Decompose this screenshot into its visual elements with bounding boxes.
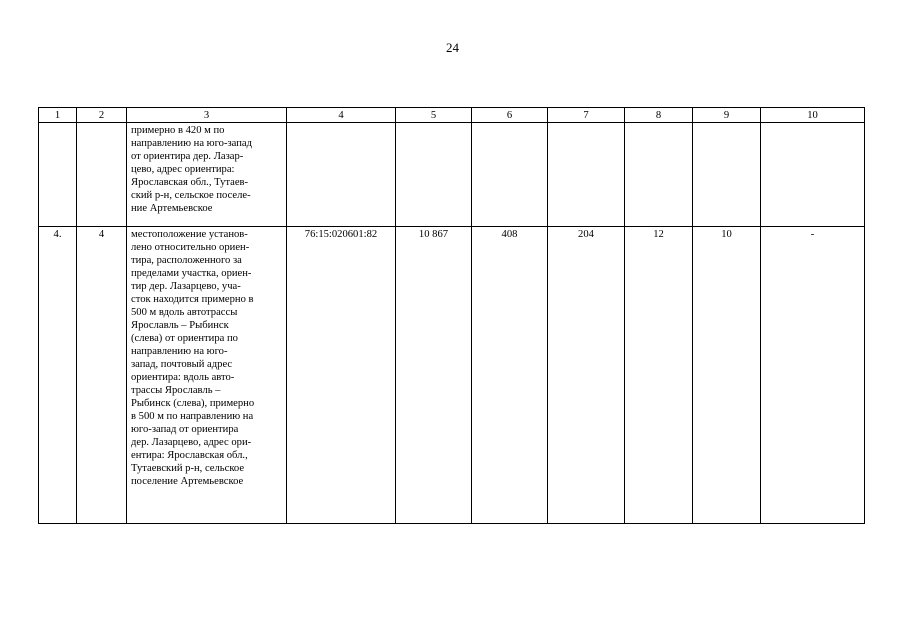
cell-col-8: 12 — [625, 227, 693, 524]
table-row — [39, 123, 865, 227]
cell-col-10: - — [761, 227, 865, 524]
cell-col-9: 10 — [693, 227, 761, 524]
header-col-4: 4 — [287, 108, 396, 123]
header-col-9: 9 — [693, 108, 761, 123]
header-row — [39, 108, 865, 123]
land-plot-table — [38, 107, 865, 524]
cell-location: местоположение установ- лено относительно ориен- тира, расположенного за пределами участка, ориен- тир дер. Лазарцево, уча- сток находится примерно в 500 м вдоль автотрассы Ярославль – Рыбинск (слева) от ориентира по направлению на юго- запад, почтовый адрес ориентира: вдоль авто- трассы Ярославль – Рыбинск (слева), примерно в 500 м по направлению на юго-запад от ориентира дер. Лазарцево, адрес ори- ентира: Ярославская обл., Тутаевский р-н, сельское поселение Артемьевское — [127, 227, 287, 524]
header-col-10: 10 — [761, 108, 865, 123]
cell-col-9 — [693, 123, 761, 227]
cell-location: примерно в 420 м по направлению на юго-запад от ориентира дер. Лазар- цево, адрес ориентира: Ярославская обл., Тутаев- ский р-н, сельское поселе- ние Артемьевское — [127, 123, 287, 227]
page-number: 24 — [446, 40, 459, 55]
header-col-5: 5 — [396, 108, 472, 123]
header-col-3: 3 — [127, 108, 287, 123]
cell-plot-number — [77, 123, 127, 227]
cell-col-7 — [548, 123, 625, 227]
cell-number: 4. — [39, 227, 77, 524]
cell-col-5: 10 867 — [396, 227, 472, 524]
cell-cadastral-number — [287, 123, 396, 227]
header-col-8: 8 — [625, 108, 693, 123]
header-col-1: 1 — [39, 108, 77, 123]
cell-col-7: 204 — [548, 227, 625, 524]
header-col-6: 6 — [472, 108, 548, 123]
cell-col-10 — [761, 123, 865, 227]
table-row — [39, 227, 865, 524]
cell-col-6 — [472, 123, 548, 227]
cell-plot-number: 4 — [77, 227, 127, 524]
cell-col-5 — [396, 123, 472, 227]
cell-col-6: 408 — [472, 227, 548, 524]
header-col-2: 2 — [77, 108, 127, 123]
cell-number — [39, 123, 77, 227]
header-col-7: 7 — [548, 108, 625, 123]
cell-cadastral-number: 76:15:020601:82 — [287, 227, 396, 524]
cell-col-8 — [625, 123, 693, 227]
